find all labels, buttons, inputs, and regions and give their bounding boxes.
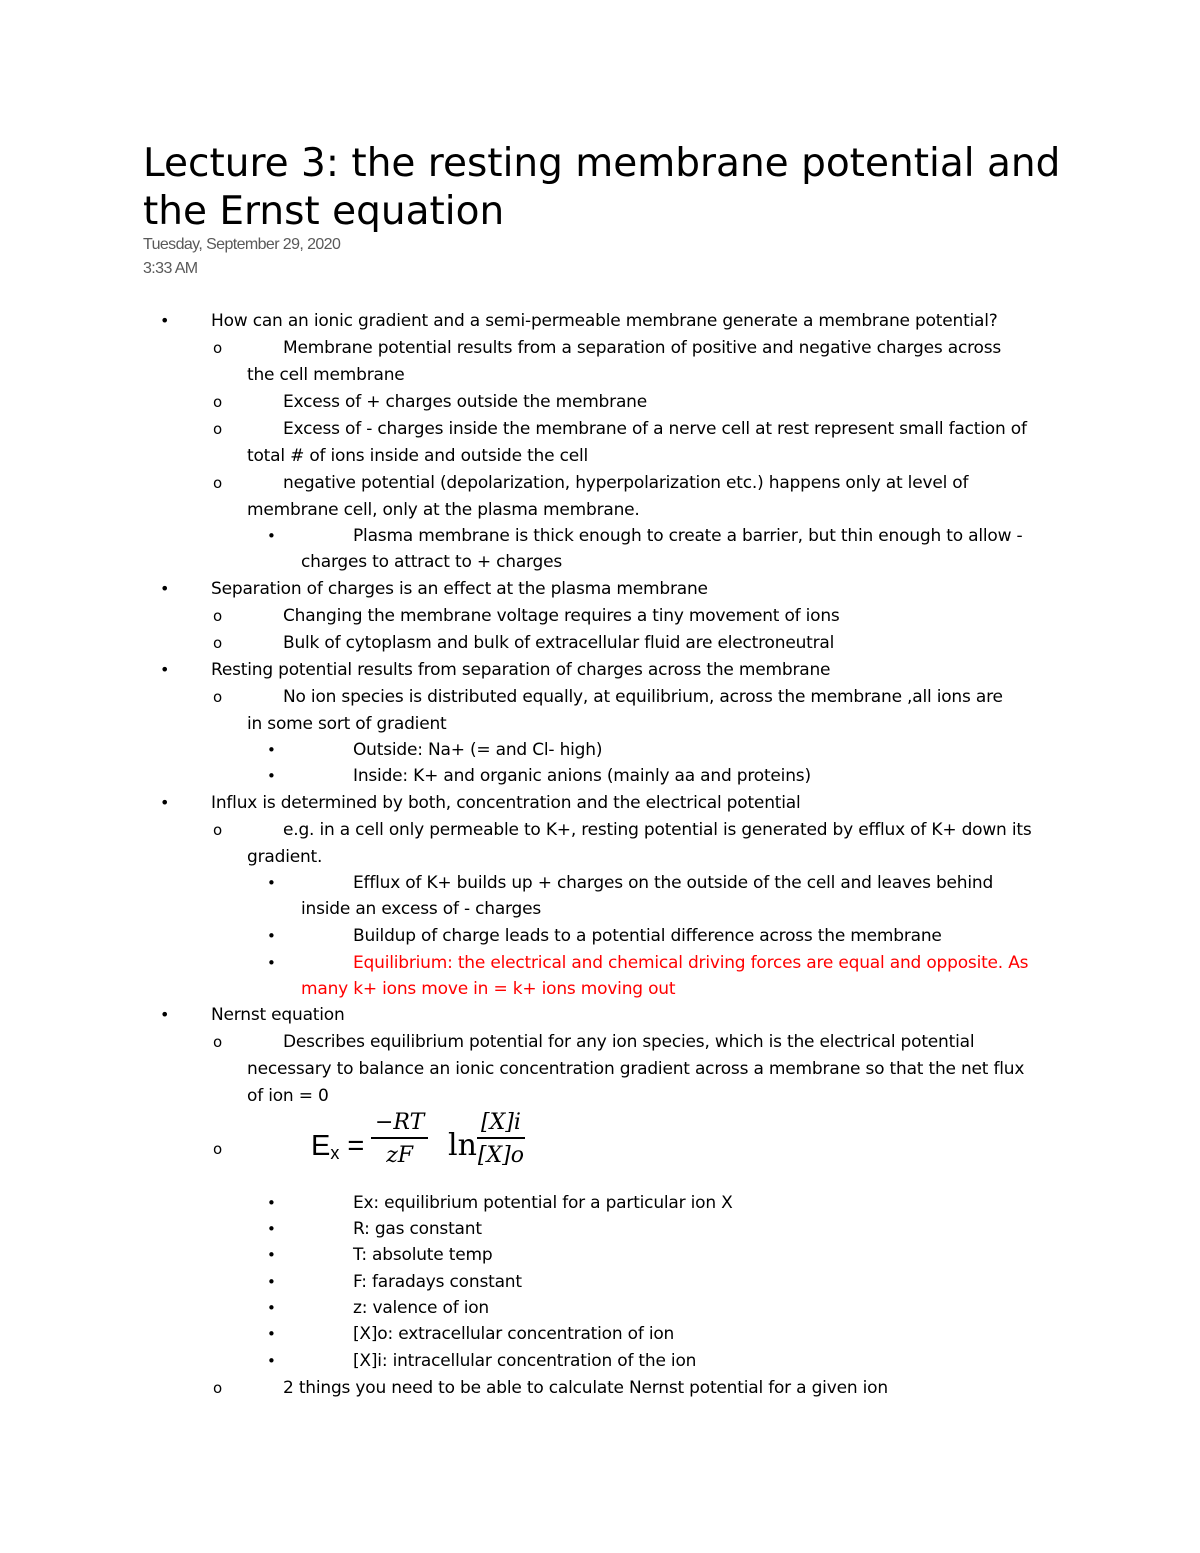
equation-subscript: x — [330, 1143, 340, 1163]
bullet-circle: o — [213, 688, 223, 706]
note-text: Outside: Na+ (= and Cl- high) — [353, 740, 603, 760]
note-text: Nernst equation — [211, 1005, 345, 1025]
bullet-dot: • — [160, 660, 170, 679]
bullet-circle: o — [213, 1379, 223, 1397]
note-text: total # of ions inside and outside the cell — [247, 446, 589, 466]
note-text: Inside: K+ and organic anions (mainly aa and proteins) — [353, 766, 811, 786]
note-text: Resting potential results from separation of charges across the membrane — [211, 660, 831, 680]
bullet-circle: o — [213, 1033, 223, 1051]
note-text: Influx is determined by both, concentration and the electrical potential — [211, 793, 801, 813]
bullet-dot: • — [267, 1273, 276, 1291]
note-text: Excess of - charges inside the membrane of a nerve cell at rest represent small faction of — [283, 419, 1027, 439]
definition-text: [X]i: intracellular concentration of the ion — [353, 1351, 697, 1371]
bullet-dot: • — [267, 741, 276, 759]
bullet-dot: • — [267, 1325, 276, 1343]
nernst-equation — [311, 1108, 571, 1184]
bullet-dot: • — [267, 1246, 276, 1264]
bullet-dot: • — [267, 767, 276, 785]
fraction-numerator: −RT — [371, 1110, 428, 1139]
note-text: necessary to balance an ionic concentration gradient across a membrane so that the net flux — [247, 1059, 1025, 1079]
note-text: negative potential (depolarization, hyperpolarization etc.) happens only at level of — [283, 473, 969, 493]
note-text: 2 things you need to be able to calculate Nernst potential for a given ion — [283, 1378, 888, 1398]
note-date: Tuesday, September 29, 2020 — [143, 236, 341, 253]
bullet-dot: • — [267, 927, 276, 945]
ratio-numerator: [X]i — [477, 1110, 525, 1139]
note-text: Bulk of cytoplasm and bulk of extracellular fluid are electroneutral — [283, 633, 835, 653]
bullet-dot: • — [267, 954, 276, 972]
definition-text: [X]o: extracellular concentration of ion — [353, 1324, 675, 1344]
note-text: Plasma membrane is thick enough to create a barrier, but thin enough to allow - — [353, 526, 1023, 546]
note-text: e.g. in a cell only permeable to K+, resting potential is generated by efflux of K+ down its — [283, 820, 1032, 840]
bullet-dot: • — [160, 793, 170, 812]
note-text: of ion = 0 — [247, 1086, 329, 1106]
bullet-dot: • — [160, 1005, 170, 1024]
note-text: How can an ionic gradient and a semi-permeable membrane generate a membrane potential? — [211, 311, 998, 331]
note-text: Excess of + charges outside the membrane — [283, 392, 647, 412]
bullet-dot: • — [267, 1194, 276, 1212]
bullet-dot: • — [267, 874, 276, 892]
bullet-circle: o — [213, 420, 223, 438]
bullet-circle: o — [213, 634, 223, 652]
bullet-dot: • — [267, 1352, 276, 1370]
definition-text: R: gas constant — [353, 1219, 482, 1239]
bullet-dot: • — [267, 1299, 276, 1317]
note-text: membrane cell, only at the plasma membrane. — [247, 500, 640, 520]
bullet-circle: o — [213, 474, 223, 492]
definition-text: T: absolute temp — [353, 1245, 493, 1265]
rt-over-zf-fraction — [371, 1110, 428, 1168]
concentration-ratio-fraction — [477, 1110, 525, 1168]
note-text: Efflux of K+ builds up + charges on the outside of the cell and leaves behind — [353, 873, 994, 893]
bullet-circle: o — [213, 393, 223, 411]
note-text: gradient. — [247, 847, 323, 867]
note-text: Buildup of charge leads to a potential difference across the membrane — [353, 926, 942, 946]
page-title: Lecture 3: the resting membrane potential and the Ernst equation — [143, 141, 1061, 234]
note-text: Changing the membrane voltage requires a tiny movement of ions — [283, 606, 840, 626]
bullet-circle: o — [213, 821, 223, 839]
equation-lhs — [311, 1130, 364, 1164]
note-text: charges to attract to + charges — [301, 552, 563, 572]
note-text: inside an excess of - charges — [301, 899, 542, 919]
note-text: Describes equilibrium potential for any ion species, which is the electrical potential — [283, 1032, 975, 1052]
note-text: in some sort of gradient — [247, 714, 447, 734]
note-text: the cell membrane — [247, 365, 405, 385]
highlighted-note-text: Equilibrium: the electrical and chemical driving forces are equal and opposite. As — [353, 953, 1029, 973]
bullet-circle: o — [213, 1140, 223, 1158]
ratio-denominator: [X]o — [477, 1143, 524, 1168]
equation-e: E — [311, 1130, 331, 1162]
bullet-dot: • — [267, 527, 276, 545]
bullet-circle: o — [213, 339, 223, 357]
note-time: 3:33 AM — [143, 260, 198, 277]
note-text: No ion species is distributed equally, at equilibrium, across the membrane ,all ions are — [283, 687, 1003, 707]
bullet-circle: o — [213, 607, 223, 625]
definition-text: F: faradays constant — [353, 1272, 522, 1292]
highlighted-note-text: many k+ ions move in = k+ ions moving out — [301, 979, 676, 999]
natural-log: ln — [448, 1128, 477, 1163]
note-text: Membrane potential results from a separation of positive and negative charges across — [283, 338, 1002, 358]
bullet-dot: • — [160, 311, 170, 330]
bullet-dot: • — [160, 579, 170, 598]
equation-equals: = — [339, 1130, 365, 1162]
fraction-denominator: zF — [386, 1143, 414, 1168]
definition-text: z: valence of ion — [353, 1298, 489, 1318]
definition-text: Ex: equilibrium potential for a particular ion X — [353, 1193, 733, 1213]
bullet-dot: • — [267, 1220, 276, 1238]
note-text: Separation of charges is an effect at the plasma membrane — [211, 579, 708, 599]
